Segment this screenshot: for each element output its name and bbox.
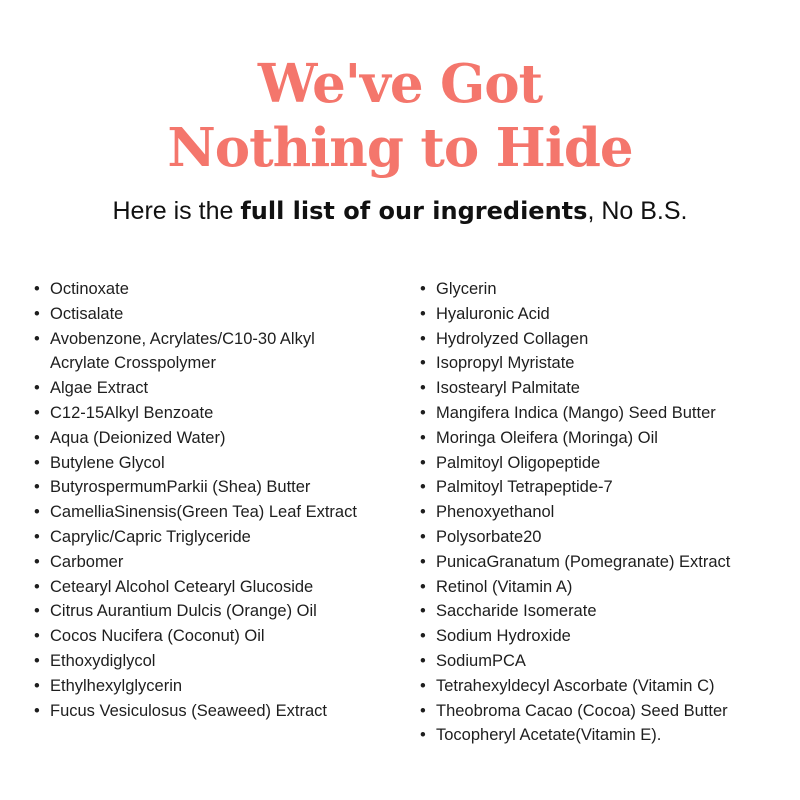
ingredient-item <box>32 699 377 724</box>
bullet-icon: • <box>34 280 40 298</box>
ingredient-name: Tetrahexyldecyl Ascorbate (Vitamin C) <box>436 676 715 695</box>
ingredient-name: Cocos Nucifera (Coconut) Oil <box>50 627 265 646</box>
ingredient-item <box>418 327 788 352</box>
bullet-icon: • <box>420 428 426 447</box>
ingredient-item <box>32 500 377 525</box>
ingredient-name: Sodium Hydroxide <box>436 627 571 646</box>
ingredient-name: Aqua (Deionized Water) <box>50 428 226 447</box>
bullet-icon: • <box>34 651 40 670</box>
ingredient-item <box>418 550 788 575</box>
ingredient-item <box>32 376 377 401</box>
ingredient-name: C12-15Alkyl Benzoate <box>50 403 214 422</box>
ingredient-name: Hyaluronic Acid <box>436 304 550 323</box>
ingredient-name: Palmitoyl Tetrapeptide-7 <box>436 478 613 497</box>
ingredient-name: SodiumPCA <box>436 651 526 670</box>
bullet-icon: • <box>420 602 426 621</box>
ingredient-item <box>32 550 377 575</box>
ingredient-item <box>32 302 377 327</box>
bullet-icon: • <box>420 552 426 571</box>
subheading-suffix: , No B.S. <box>587 197 688 225</box>
ingredient-name: Tocopheryl Acetate(Vitamin E). <box>436 726 662 745</box>
ingredient-name: Octinoxate <box>50 280 129 298</box>
ingredient-item <box>418 500 788 525</box>
ingredient-item <box>418 401 788 426</box>
ingredient-item <box>32 451 377 476</box>
ingredient-name: Retinol (Vitamin A) <box>436 577 573 596</box>
ingredient-item <box>32 599 377 624</box>
bullet-icon: • <box>34 503 40 522</box>
bullet-icon: • <box>34 527 40 546</box>
bullet-icon: • <box>34 329 40 348</box>
bullet-icon: • <box>420 379 426 398</box>
ingredient-item <box>32 327 377 377</box>
bullet-icon: • <box>420 329 426 348</box>
ingredient-item <box>32 426 377 451</box>
bullet-icon: • <box>34 304 40 323</box>
ingredient-name: Phenoxyethanol <box>436 503 555 522</box>
bullet-icon: • <box>420 503 426 522</box>
ingredient-item <box>418 376 788 401</box>
bullet-icon: • <box>34 627 40 646</box>
ingredient-name: Moringa Oleifera (Moringa) Oil <box>436 428 658 447</box>
bullet-icon: • <box>420 478 426 497</box>
headline <box>0 52 800 180</box>
ingredient-item <box>418 575 788 600</box>
ingredient-name: Saccharide Isomerate <box>436 602 597 621</box>
subheading-bold: full list of our ingredients <box>240 197 588 225</box>
bullet-icon: • <box>420 354 426 373</box>
bullet-icon: • <box>34 478 40 497</box>
ingredient-name: Mangifera Indica (Mango) Seed Butter <box>436 403 716 422</box>
ingredient-item <box>418 426 788 451</box>
ingredient-name: CamelliaSinensis(Green Tea) Leaf Extract <box>50 503 357 522</box>
ingredient-item <box>418 451 788 476</box>
bullet-icon: • <box>420 403 426 422</box>
bullet-icon: • <box>34 379 40 398</box>
bullet-icon: • <box>34 602 40 621</box>
ingredient-name: Glycerin <box>436 280 497 298</box>
ingredient-name: Cetearyl Alcohol Cetearyl Glucoside <box>50 577 314 596</box>
ingredient-name: Octisalate <box>50 304 124 323</box>
subheading <box>0 194 800 228</box>
bullet-icon: • <box>420 726 426 745</box>
bullet-icon: • <box>420 651 426 670</box>
ingredient-name: Polysorbate20 <box>436 527 542 546</box>
ingredient-name: Palmitoyl Oligopeptide <box>436 453 601 472</box>
headline-line-1: We've Got <box>257 53 543 115</box>
ingredient-item <box>418 624 788 649</box>
bullet-icon: • <box>420 627 426 646</box>
bullet-icon: • <box>34 552 40 571</box>
ingredient-name: Fucus Vesiculosus (Seaweed) Extract <box>50 701 327 720</box>
ingredient-item <box>32 475 377 500</box>
ingredient-name: Isostearyl Palmitate <box>436 379 580 398</box>
ingredient-item <box>32 649 377 674</box>
ingredient-name: Avobenzone, Acrylates/C10-30 Alkyl Acrylate Crosspolymer <box>50 329 315 373</box>
ingredient-item <box>418 723 788 748</box>
bullet-icon: • <box>420 304 426 323</box>
bullet-icon: • <box>420 676 426 695</box>
ingredient-item <box>32 575 377 600</box>
subheading-prefix: Here is the <box>112 197 241 225</box>
bullet-icon: • <box>34 701 40 720</box>
ingredient-name: PunicaGranatum (Pomegranate) Extract <box>436 552 731 571</box>
ingredients-list-right <box>418 277 788 748</box>
ingredient-name: Ethylhexylglycerin <box>50 676 183 695</box>
bullet-icon: • <box>34 577 40 596</box>
headline-line-2: Nothing to Hide <box>167 117 633 179</box>
ingredient-name: Isopropyl Myristate <box>436 354 575 373</box>
bullet-icon: • <box>34 428 40 447</box>
ingredient-item <box>418 351 788 376</box>
ingredient-name: Carbomer <box>50 552 124 571</box>
ingredient-item <box>418 599 788 624</box>
ingredient-item <box>418 277 788 302</box>
bullet-icon: • <box>420 280 426 298</box>
bullet-icon: • <box>34 403 40 422</box>
ingredient-item <box>418 699 788 724</box>
ingredient-name: Ethoxydiglycol <box>50 651 156 670</box>
bullet-icon: • <box>420 701 426 720</box>
ingredient-name: ButyrospermumParkii (Shea) Butter <box>50 478 311 497</box>
bullet-icon: • <box>34 453 40 472</box>
ingredient-item <box>418 302 788 327</box>
ingredient-name: Citrus Aurantium Dulcis (Orange) Oil <box>50 602 317 621</box>
ingredient-item <box>418 674 788 699</box>
ingredient-item <box>32 624 377 649</box>
ingredient-item <box>32 277 377 302</box>
ingredient-item <box>32 401 377 426</box>
bullet-icon: • <box>420 577 426 596</box>
ingredient-name: Theobroma Cacao (Cocoa) Seed Butter <box>436 701 728 720</box>
ingredient-item <box>418 649 788 674</box>
ingredient-name: Hydrolyzed Collagen <box>436 329 589 348</box>
bullet-icon: • <box>34 676 40 695</box>
bullet-icon: • <box>420 527 426 546</box>
bullet-icon: • <box>420 453 426 472</box>
ingredient-item <box>32 525 377 550</box>
ingredients-list-left <box>32 277 377 723</box>
ingredient-name: Algae Extract <box>50 379 149 398</box>
ingredient-item <box>418 475 788 500</box>
ingredient-name: Butylene Glycol <box>50 453 165 472</box>
ingredient-item <box>418 525 788 550</box>
ingredient-item <box>32 674 377 699</box>
ingredient-name: Caprylic/Capric Triglyceride <box>50 527 251 546</box>
